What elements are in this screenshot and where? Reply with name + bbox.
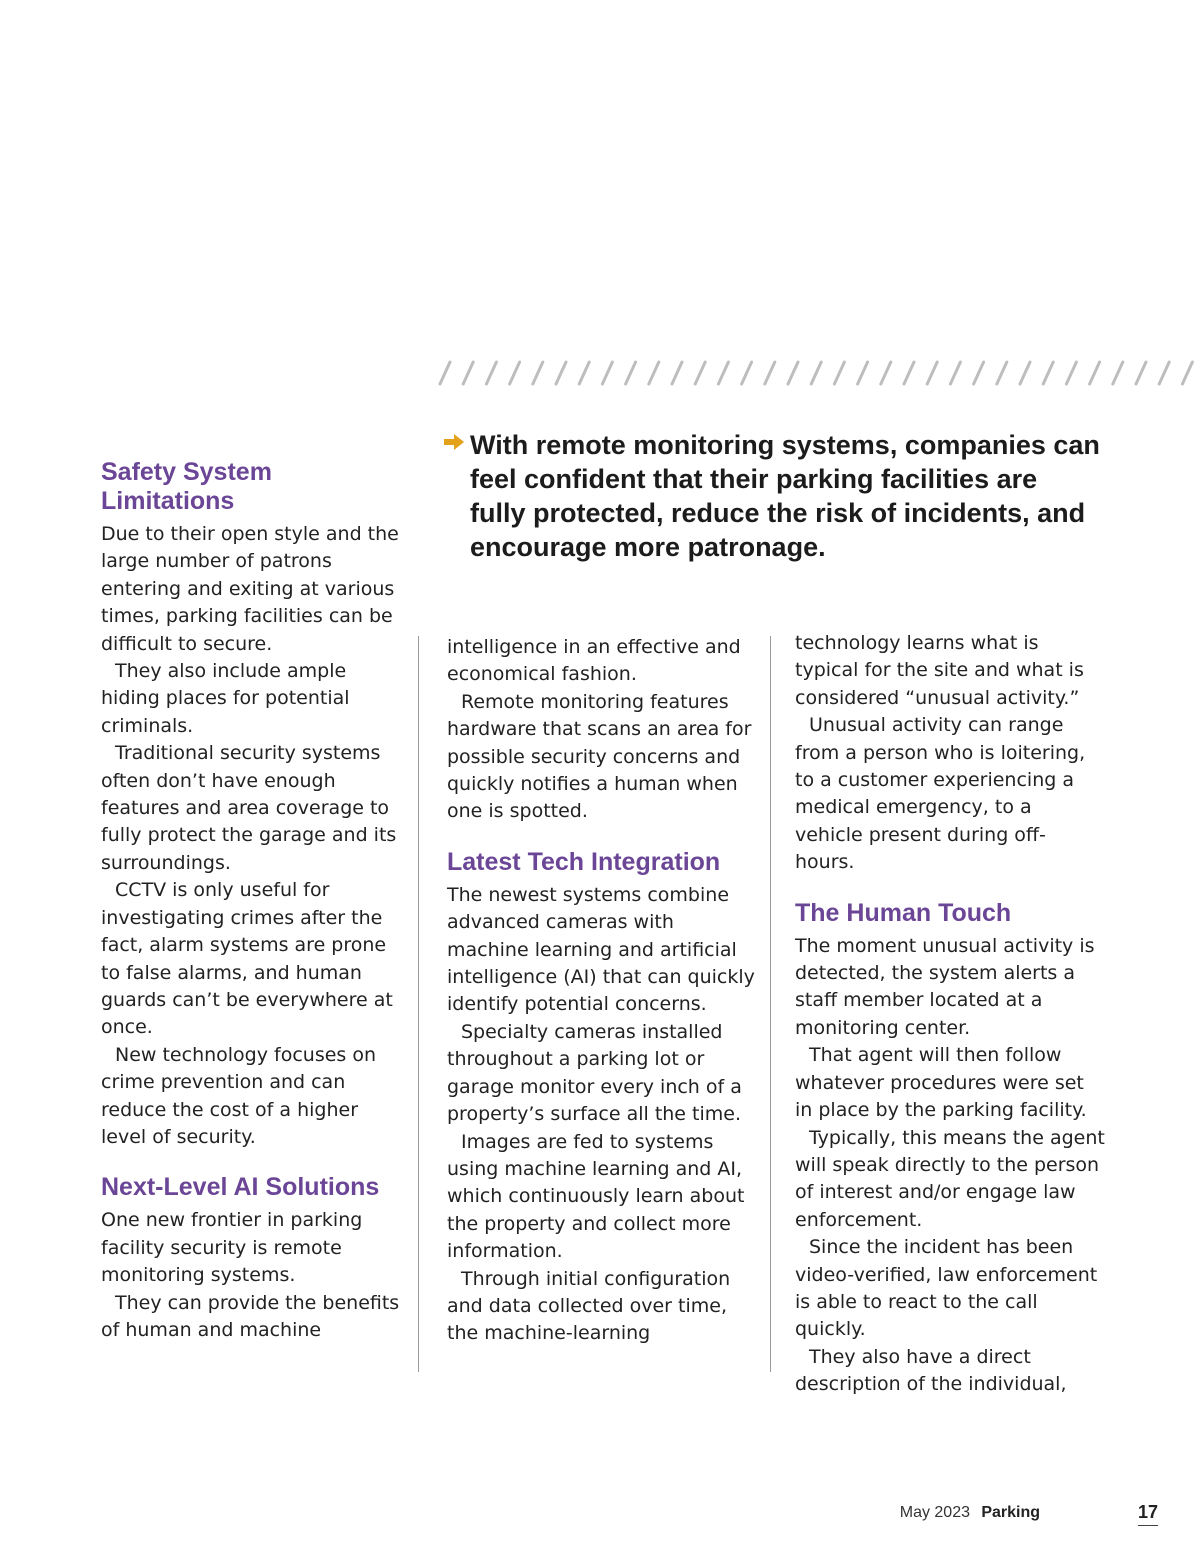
slash-mark xyxy=(1066,362,1076,384)
magazine-name: Parking xyxy=(981,1504,1040,1521)
paragraph: Typically, this means the agent will speak directly to the person of interest and/or engage law enforcement. xyxy=(795,1126,1105,1231)
paragraph: They also include ample hiding places for potential criminals. xyxy=(101,660,350,737)
slash-mark xyxy=(718,362,728,384)
paragraph: CCTV is only useful for investigating crimes after the fact, alarm systems are prone to false alarms, and human guards can’t be everywhere at once. xyxy=(101,879,393,1039)
slash-mark xyxy=(1136,362,1146,384)
slash-mark xyxy=(556,362,566,384)
article-column-3 xyxy=(795,630,1105,1399)
slash-mark xyxy=(486,362,496,384)
slash-mark xyxy=(927,362,937,384)
slash-mark xyxy=(858,362,868,384)
slash-mark xyxy=(626,362,636,384)
pull-quote-text: With remote monitoring systems, companies can feel confident that their parking facilities are fully protected, reduce the risk of incidents, and encourage more patronage. xyxy=(470,430,1100,562)
slash-mark xyxy=(811,362,821,384)
slash-mark xyxy=(788,362,798,384)
paragraph: New technology focuses on crime prevention and can reduce the cost of a higher level of security. xyxy=(101,1043,377,1148)
paragraph: technology learns what is typical for the site and what is considered “unusual activity.” xyxy=(795,632,1084,709)
slash-mark xyxy=(974,362,984,384)
slash-mark xyxy=(440,362,450,384)
paragraph: The newest systems combine advanced cameras with machine learning and artificial intelligence (AI) that can quickly identify potential concerns. xyxy=(447,883,755,1016)
section-heading-the-human-touch: The Human Touch xyxy=(795,898,1012,927)
paragraph: They can provide the benefits of human and machine xyxy=(101,1291,400,1341)
paragraph: intelligence in an effective and economical fashion. xyxy=(447,636,741,686)
section-heading-next-level-ai-solutions: Next-Level AI Solutions xyxy=(101,1173,380,1202)
column-divider xyxy=(418,636,419,1372)
paragraph: One new frontier in parking facility security is remote monitoring systems. xyxy=(101,1209,363,1287)
article-column-2 xyxy=(447,634,757,1348)
slash-mark xyxy=(649,362,659,384)
pull-quote xyxy=(440,428,1100,564)
slash-mark xyxy=(579,362,589,384)
paragraph: They also have a direct description of the individual, xyxy=(795,1345,1067,1396)
slash-mark xyxy=(1043,362,1053,384)
paragraph: Images are fed to systems using machine learning and AI, which continuously learn about the property and collect more information. xyxy=(447,1130,745,1263)
slash-mark xyxy=(1182,362,1192,384)
slash-mark xyxy=(1020,362,1030,384)
slash-mark xyxy=(881,362,891,384)
slash-mark xyxy=(463,362,473,384)
slash-mark xyxy=(1090,362,1100,384)
article-column-1 xyxy=(101,458,406,1344)
paragraph: Due to their open style and the large number of patrons entering and exiting at various times, parking facilities can be difficult to secure. xyxy=(101,523,399,655)
slash-mark xyxy=(997,362,1007,384)
slash-mark xyxy=(672,362,682,384)
section-heading-latest-tech-integration: Latest Tech Integration xyxy=(447,847,721,876)
paragraph: Specialty cameras installed throughout a parking lot or garage monitor every inch of a property’s surface all the time. xyxy=(447,1020,742,1126)
slash-mark xyxy=(1159,362,1169,384)
arrow-right-icon xyxy=(444,434,464,450)
slash-mark xyxy=(510,362,520,384)
slash-mark xyxy=(765,362,775,384)
slash-mark xyxy=(602,362,612,384)
slash-mark xyxy=(695,362,705,384)
slash-mark xyxy=(742,362,752,384)
paragraph: Traditional security systems often don’t have enough features and area coverage to fully protect the garage and its surroundings. xyxy=(101,742,397,874)
paragraph: The moment unusual activity is detected, the system alerts a staff member located at a monitoring center. xyxy=(795,934,1095,1039)
page-number: 17 xyxy=(1138,1502,1158,1526)
slash-pattern xyxy=(438,358,1200,388)
slash-mark xyxy=(533,362,543,384)
page-footer xyxy=(900,1502,1170,1532)
slash-mark xyxy=(904,362,914,384)
paragraph: Remote monitoring features hardware that scans an area for possible security concerns and quickly notifies a human when one is spotted. xyxy=(447,690,752,823)
column-divider xyxy=(770,636,771,1372)
paragraph: That agent will then follow whatever procedures were set in place by the parking facility. xyxy=(795,1044,1087,1122)
section-heading-safety-system-limitations: Safety System Limitations xyxy=(101,458,272,515)
slash-mark xyxy=(1113,362,1123,384)
slash-mark xyxy=(834,362,844,384)
paragraph: Unusual activity can range from a person who is loitering, to a customer experiencing a medical emergency, to a vehicle present during off-hours. xyxy=(795,714,1086,874)
paragraph: Since the incident has been video-verified, law enforcement is able to react to the call quickly. xyxy=(795,1236,1098,1341)
decorative-slash-band xyxy=(438,358,1200,388)
paragraph: Through initial configuration and data collected over time, the machine-learning xyxy=(447,1267,731,1345)
issue-date: May 2023 xyxy=(899,1504,970,1521)
slash-mark xyxy=(950,362,960,384)
